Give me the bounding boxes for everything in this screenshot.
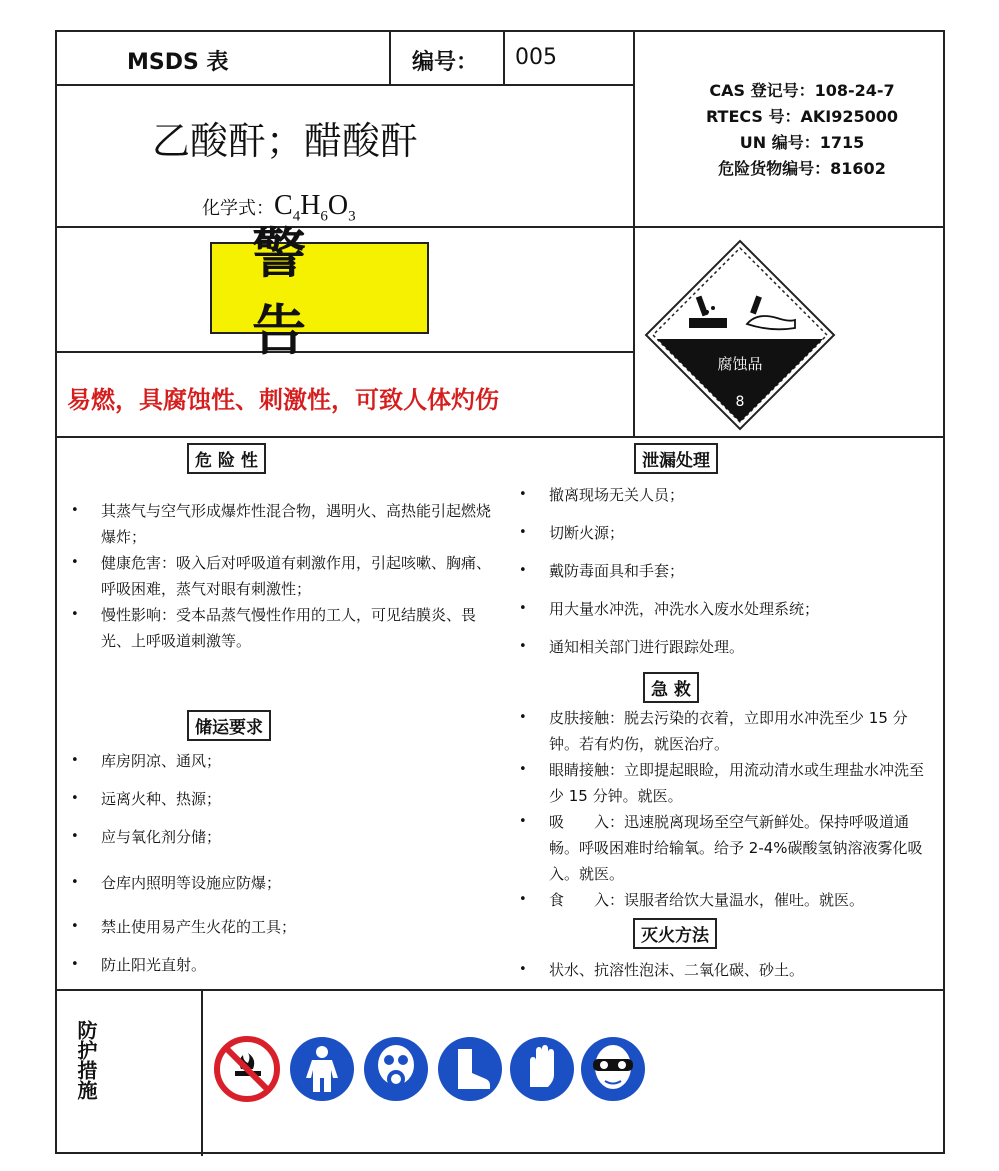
list-item: • 用大量水冲洗，冲洗水入废水处理系统； — [519, 596, 939, 622]
list-item: • 其蒸气与空气形成爆炸性混合物，遇明火、高热能引起燃烧爆炸； — [71, 498, 501, 550]
number-value: 005 — [515, 45, 557, 70]
list-item: • 库房阴凉、通风； — [71, 748, 501, 774]
list-item: • 禁止使用易产生火花的工具； — [71, 914, 501, 940]
list-item: • 眼睛接触：立即提起眼睑，用流动清水或生理盐水冲洗至少 15 分钟。就医。 — [519, 757, 937, 809]
storage-list — [71, 748, 501, 978]
msds-label: MSDS 表 — [127, 50, 229, 75]
cas-number: CAS 登记号：108-24-7 — [709, 81, 895, 100]
first-aid-heading: 急 救 — [643, 672, 699, 703]
protection-label: 防护措施 — [74, 1020, 98, 1100]
list-item: • 远离火种、热源； — [71, 786, 501, 812]
danger-list — [71, 498, 501, 654]
identifiers-block — [657, 78, 947, 182]
number-label: 编号： — [412, 50, 479, 75]
protective-suit-icon — [288, 1035, 356, 1103]
fire-list — [519, 957, 939, 983]
list-item: • 切断火源； — [519, 520, 939, 546]
list-item: • 通知相关部门进行跟踪处理。 — [519, 634, 939, 660]
no-open-flame-icon — [213, 1035, 281, 1103]
gas-mask-icon — [362, 1035, 430, 1103]
divider — [57, 226, 945, 228]
chemical-formula: 化学式：$C_4H_6O_3$ — [202, 190, 356, 225]
chemical-name: 乙酸酐；醋酸酐 — [152, 119, 419, 163]
divider — [201, 990, 203, 1156]
rtecs-number: RTECS 号：AKI925000 — [705, 107, 899, 126]
dangerous-goods-number: 危险货物编号：81602 — [718, 159, 886, 178]
first-aid-list — [519, 705, 937, 913]
danger-heading: 危 险 性 — [187, 443, 266, 474]
safety-boots-icon — [436, 1035, 504, 1103]
leak-list — [519, 482, 939, 660]
corrosive-icon — [643, 238, 837, 432]
warning-label: 警告 — [252, 221, 346, 362]
divider — [57, 84, 635, 86]
pictogram-class: 8 — [735, 394, 745, 410]
list-item: • 戴防毒面具和手套； — [519, 558, 939, 584]
divider — [503, 32, 505, 85]
storage-heading: 储运要求 — [187, 710, 271, 741]
pictogram-label: 腐蚀品 — [717, 355, 763, 373]
safety-goggles-icon — [579, 1035, 647, 1103]
warning-box — [210, 221, 429, 362]
list-item: • 健康危害：吸入后对呼吸道有刺激作用，引起咳嗽、胸痛、呼吸困难，蒸气对眼有刺激性； — [71, 550, 501, 602]
fire-heading: 灭火方法 — [633, 918, 717, 949]
list-item: • 状水、抗溶性泡沫、二氧化碳、砂土。 — [519, 957, 939, 983]
divider — [633, 32, 635, 437]
un-number: UN 编号：1715 — [739, 133, 865, 152]
leak-heading: 泄漏处理 — [634, 443, 718, 474]
formula-label: 化学式： — [202, 198, 274, 219]
msds-sheet — [55, 30, 945, 1154]
list-item: • 应与氧化剂分储； — [71, 824, 501, 850]
list-item: • 撤离现场无关人员； — [519, 482, 939, 508]
divider — [57, 989, 945, 991]
list-item: • 食 入：误服者给饮大量温水，催吐。就医。 — [519, 887, 937, 913]
list-item: • 仓库内照明等设施应防爆； — [71, 870, 501, 896]
list-item: • 慢性影响：受本品蒸气慢性作用的工人，可见结膜炎、畏光、上呼吸道刺激等。 — [71, 602, 501, 654]
protective-gloves-icon — [508, 1035, 576, 1103]
list-item: • 皮肤接触：脱去污染的衣着，立即用水冲洗至少 15 分钟。若有灼伤，就医治疗。 — [519, 705, 937, 757]
divider — [389, 32, 391, 85]
list-item: • 吸 入：迅速脱离现场至空气新鲜处。保持呼吸道通畅。呼吸困难时给输氧。给予 2-4%碳酸氢钠溶液雾化吸入。就医。 — [519, 809, 937, 887]
divider — [57, 436, 945, 438]
hazard-summary: 易燃，具腐蚀性、刺激性，可致人体灼伤 — [67, 385, 499, 414]
list-item: • 防止阳光直射。 — [71, 952, 501, 978]
